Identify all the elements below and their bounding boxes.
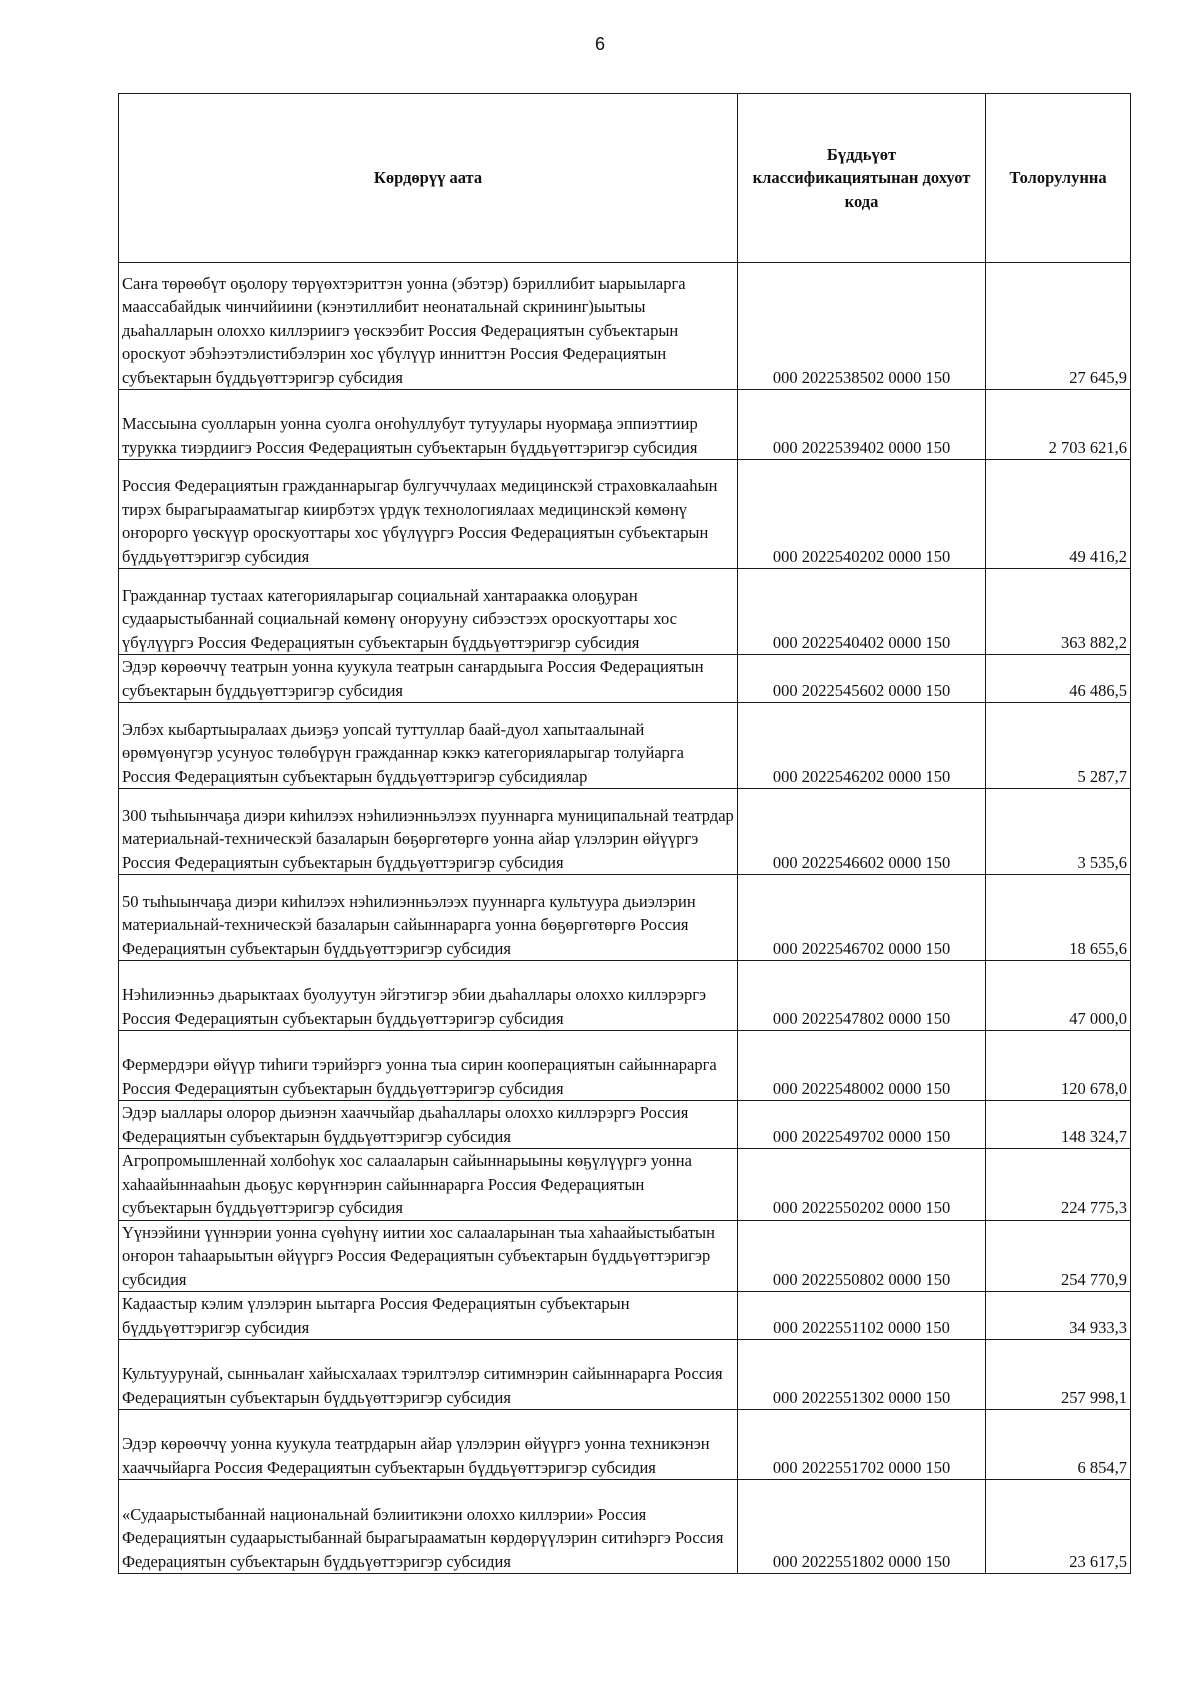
table-row	[119, 1480, 1131, 1574]
subsidy-name-cell: 50 тыһыынчаҕа диэри киһилээх нэһилиэнньэлээх пууннарга культуура дьиэлэрин материальнай-техническэй базаларын сайыннарарга уонна бөҕөргөтөргө Россия Федерациятын субъектарын бүддьүөттэригэр субсидия	[119, 875, 738, 961]
revenue-code-cell: 000 2022545602 0000 150	[738, 655, 986, 703]
amount-cell: 2 703 621,6	[986, 390, 1131, 460]
revenue-code-cell: 000 2022546202 0000 150	[738, 703, 986, 789]
revenue-code-cell: 000 2022550802 0000 150	[738, 1220, 986, 1292]
subsidy-name-cell: Үүнээйини үүннэрии уонна сүөһүнү иитии хос салааларынан тыа хаһаайыстыбатын оҥорон таһаарыытын өйүүргэ Россия Федерациятын субъектарын бүддьүөттэригэр субсидия	[119, 1220, 738, 1292]
subsidy-name-cell: Нэһилиэнньэ дьарыктаах буолуутун эйгэтигэр эбии дьаһаллары олоххо киллэрэргэ Россия Федерациятын субъектарын бүддьүөттэригэр субсидия	[119, 961, 738, 1031]
table-row	[119, 1220, 1131, 1292]
amount-cell: 46 486,5	[986, 655, 1131, 703]
table-row	[119, 1149, 1131, 1221]
revenue-code-cell: 000 2022550202 0000 150	[738, 1149, 986, 1221]
subsidy-name-cell: Эдэр ыаллары олорор дьиэнэн хааччыйар дьаһаллары олоххо киллэрэргэ Россия Федерациятын субъектарын бүддьүөттэригэр субсидия	[119, 1101, 738, 1149]
subsidy-name-cell: Кадаастыр кэлим үлэлэрин ыытарга Россия Федерациятын субъектарын бүддьүөттэригэр субсидия	[119, 1292, 738, 1340]
subsidy-name-cell: Эдэр көрөөччү уонна куукула театрдарын айар үлэлэрин өйүүргэ уонна техникэнэн хааччыйарга Россия Федерациятын субъектарын бүддьүөттэригэр субсидия	[119, 1410, 738, 1480]
table-row	[119, 1031, 1131, 1101]
table-row	[119, 460, 1131, 569]
subsidy-name-cell: Элбэх кыбартыыралаах дьиэҕэ уопсай туттуллар баай-дуол хапытаалынай өрөмүөнүгэр усунуос төлөбүрүн гражданнар кэккэ категорияларыгар толуйарга Россия Федерациятын субъектарын бүддьүөттэригэр субсидиялар	[119, 703, 738, 789]
amount-cell: 27 645,9	[986, 263, 1131, 390]
amount-cell: 23 617,5	[986, 1480, 1131, 1574]
subsidy-table	[118, 93, 1131, 1574]
subsidy-name-cell: Агропромышленнай холбоһук хос салааларын сайыннарыыны көҕүлүүргэ уонна хаһаайыннааһын дьоҕус көрүҥнэрин сайыннарарга Россия Федерациятын субъектарын бүддьүөттэригэр субсидия	[119, 1149, 738, 1221]
table-row	[119, 703, 1131, 789]
table-row	[119, 569, 1131, 655]
subsidy-name-cell: Фермердэри өйүүр тиһиги тэрийэргэ уонна тыа сирин кооперациятын сайыннарарга Россия Федерациятын субъектарын бүддьүөттэригэр субсидия	[119, 1031, 738, 1101]
column-header-amount: Толорулунна	[986, 94, 1131, 263]
revenue-code-cell: 000 2022551702 0000 150	[738, 1410, 986, 1480]
amount-cell: 3 535,6	[986, 789, 1131, 875]
subsidy-name-cell: Саҥа төрөөбүт оҕолору төрүөхтэриттэн уонна (эбэтэр) бэриллибит ыарыыларга маассабайдык чинчийиини (кэнэтиллибит неонатальнай скрининг)ыытыы дьаһалларын олоххо киллэриигэ үөскээбит Россия Федерациятын субъектарын ороскуот эбэһээтэлистибэлэрин хос үбүлүүр инниттэн Россия Федерациятын субъектарын бүддьүөттэригэр субсидия	[119, 263, 738, 390]
subsidy-name-cell: Россия Федерациятын гражданнарыгар булгуччулаах медицинскэй страховкалааһын тирэх бырагырааматыгар киирбэтэх үрдүк технологиялаах медицинскэй көмөнү оҥорорго үөскүүр ороскуоттары хос үбүлүүргэ Россия Федерациятын субъектарын бүддьүөттэригэр субсидия	[119, 460, 738, 569]
page-number: 6	[594, 34, 605, 54]
revenue-code-cell: 000 2022539402 0000 150	[738, 390, 986, 460]
revenue-code-cell: 000 2022540402 0000 150	[738, 569, 986, 655]
revenue-code-cell: 000 2022546602 0000 150	[738, 789, 986, 875]
subsidy-name-cell: Эдэр көрөөччү театрын уонна куукула театрын саҥардыыга Россия Федерациятын субъектарын бүддьүөттэригэр субсидия	[119, 655, 738, 703]
subsidy-name-cell: Массыына суолларын уонна суолга оҥоһуллубут тутуулары нуормаҕа эппиэттиир турукка тиэрдиигэ Россия Федерациятын субъектарын бүддьүөттэригэр субсидия	[119, 390, 738, 460]
amount-cell: 5 287,7	[986, 703, 1131, 789]
amount-cell: 120 678,0	[986, 1031, 1131, 1101]
amount-cell: 148 324,7	[986, 1101, 1131, 1149]
table-row	[119, 1340, 1131, 1410]
amount-cell: 49 416,2	[986, 460, 1131, 569]
table-header-row	[119, 94, 1131, 263]
amount-cell: 6 854,7	[986, 1410, 1131, 1480]
subsidy-name-cell: Гражданнар тустаах категорияларыгар социальнай хантараакка олоҕуран судаарыстыбаннай социальнай көмөнү оҥорууну сибээстээх ороскуоттары хос үбүлүүргэ Россия Федерациятын субъектарын бүддьүөттэригэр субсидия	[119, 569, 738, 655]
revenue-code-cell: 000 2022547802 0000 150	[738, 961, 986, 1031]
amount-cell: 47 000,0	[986, 961, 1131, 1031]
revenue-code-cell: 000 2022551802 0000 150	[738, 1480, 986, 1574]
table-row	[119, 875, 1131, 961]
amount-cell: 363 882,2	[986, 569, 1131, 655]
subsidy-name-cell: «Судаарыстыбаннай национальнай бэлиитикэни олоххо киллэрии» Россия Федерациятын судаарыстыбаннай бырагырааматын көрдөрүүлэрин ситиһэргэ Россия Федерациятын субъектарын бүддьүөттэригэр субсидия	[119, 1480, 738, 1574]
revenue-code-cell: 000 2022551102 0000 150	[738, 1292, 986, 1340]
table-row	[119, 263, 1131, 390]
table-row	[119, 1101, 1131, 1149]
table-row	[119, 1410, 1131, 1480]
column-header-code: Бүддьүөт классификациятынан дохуот кода	[738, 94, 986, 263]
amount-cell: 224 775,3	[986, 1149, 1131, 1221]
revenue-code-cell: 000 2022551302 0000 150	[738, 1340, 986, 1410]
table-row	[119, 390, 1131, 460]
revenue-code-cell: 000 2022538502 0000 150	[738, 263, 986, 390]
revenue-code-cell: 000 2022548002 0000 150	[738, 1031, 986, 1101]
column-header-name: Көрдөрүү аата	[119, 94, 738, 263]
amount-cell: 18 655,6	[986, 875, 1131, 961]
table-row	[119, 961, 1131, 1031]
revenue-code-cell: 000 2022540202 0000 150	[738, 460, 986, 569]
amount-cell: 257 998,1	[986, 1340, 1131, 1410]
subsidy-name-cell: Культуурунай, сынньалаҥ хайысхалаах тэрилтэлэр ситимнэрин сайыннарарга Россия Федерациятын субъектарын бүддьүөттэригэр субсидия	[119, 1340, 738, 1410]
subsidy-name-cell: 300 тыһыынчаҕа диэри киһилээх нэһилиэнньэлээх пууннарга муниципальнай театрдар материальнай-техническэй базаларын бөҕөргөтөргө уонна айар үлэлэрин өйүүргэ Россия Федерациятын субъектарын бүддьүөттэригэр субсидия	[119, 789, 738, 875]
table-row	[119, 789, 1131, 875]
amount-cell: 34 933,3	[986, 1292, 1131, 1340]
revenue-code-cell: 000 2022549702 0000 150	[738, 1101, 986, 1149]
table-row	[119, 1292, 1131, 1340]
table-row	[119, 655, 1131, 703]
revenue-code-cell: 000 2022546702 0000 150	[738, 875, 986, 961]
amount-cell: 254 770,9	[986, 1220, 1131, 1292]
